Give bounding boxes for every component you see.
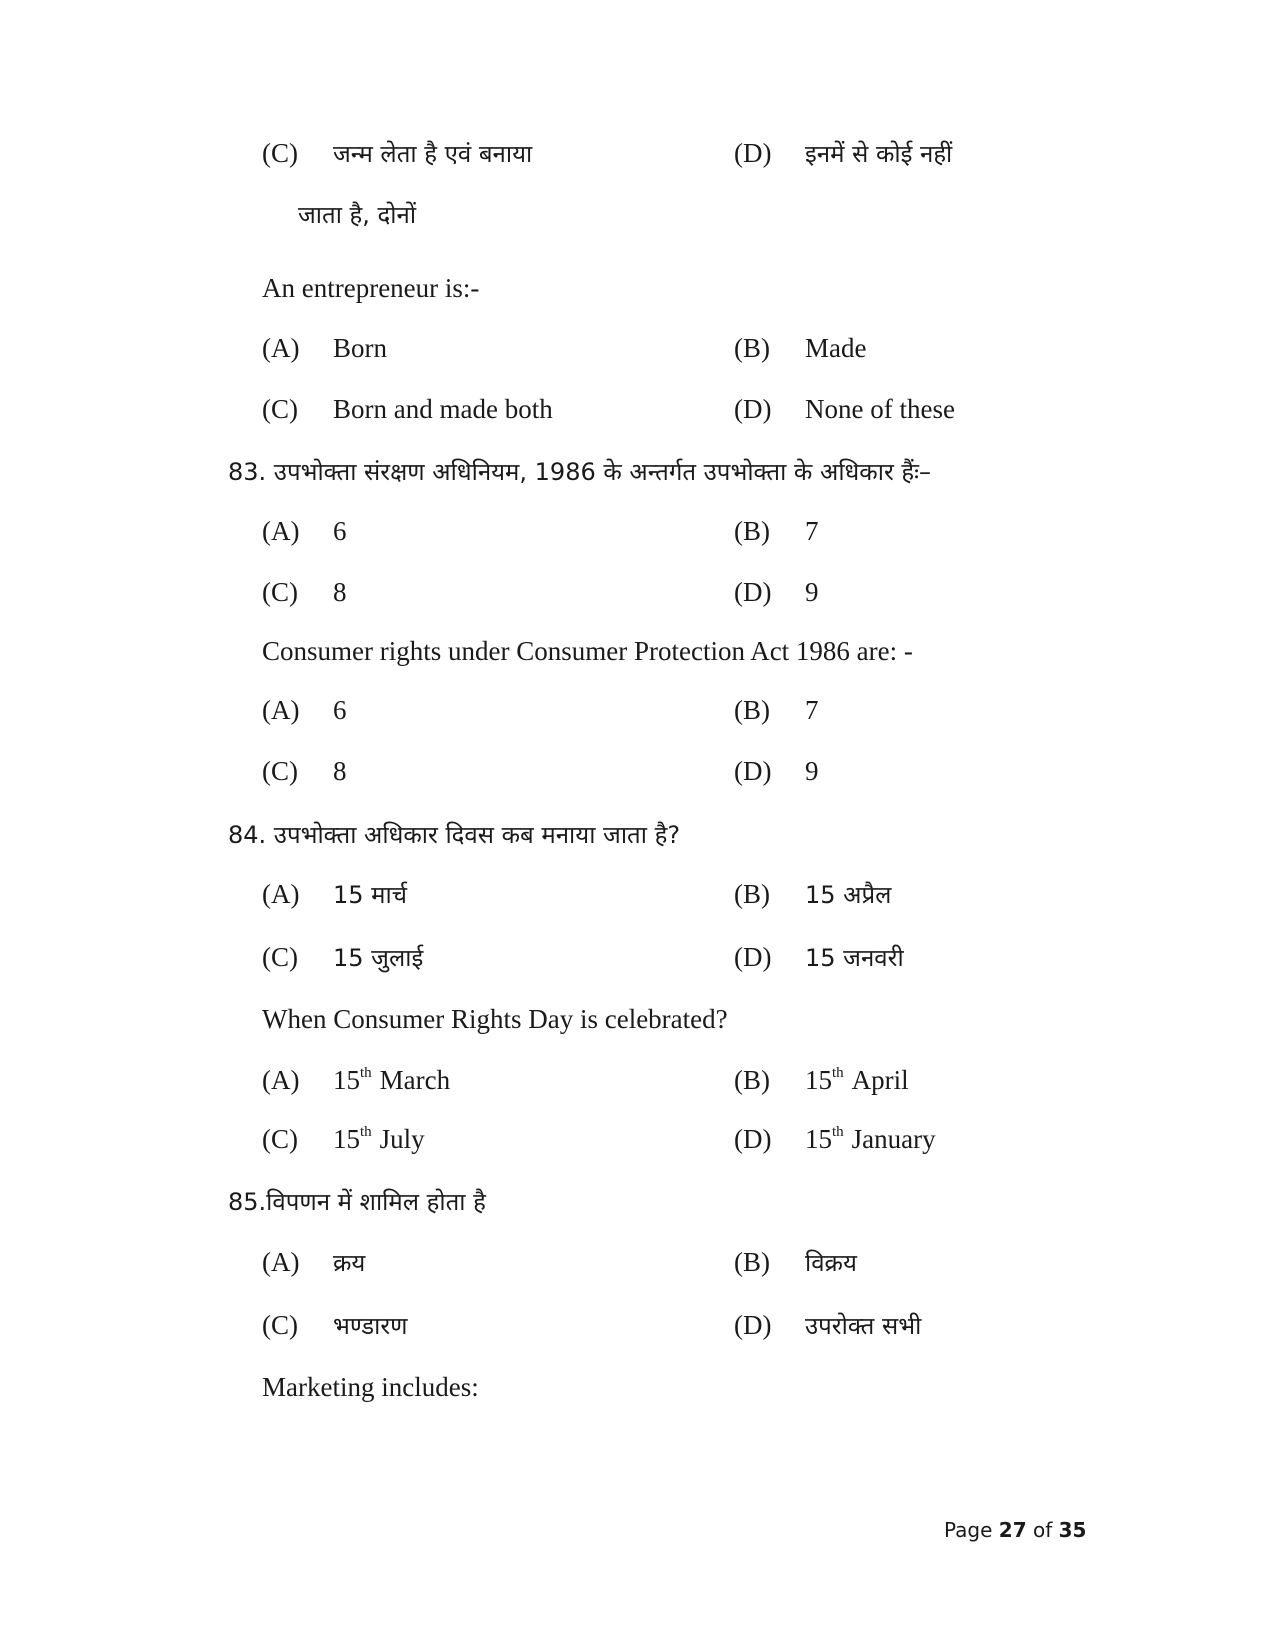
- ordinal-suffix: th: [360, 1124, 372, 1140]
- q82-english-option-d: [734, 392, 955, 426]
- q83-english-option-a: [262, 693, 347, 727]
- option-text: 6: [333, 695, 347, 725]
- q82-hindi-option-d: [734, 136, 952, 171]
- option-text: 7: [805, 516, 819, 546]
- option-label: (C): [262, 942, 298, 972]
- option-day-number: 15: [333, 1124, 360, 1154]
- option-text: Made: [805, 333, 867, 363]
- q82-english-option-a: [262, 331, 387, 365]
- q84-english-question: When Consumer Rights Day is celebrated?: [262, 1004, 728, 1034]
- option-label: (B): [734, 879, 770, 909]
- q82-hindi-option-c: [262, 136, 532, 171]
- option-label: (A): [262, 1247, 300, 1277]
- q85-english-question: Marketing includes:: [262, 1372, 479, 1402]
- option-day-number: 15: [805, 1124, 832, 1154]
- q85-hindi-question: 85.विपणन में शामिल होता है: [228, 1188, 486, 1216]
- option-text: Born: [333, 333, 387, 363]
- ordinal-suffix: th: [832, 1065, 844, 1081]
- option-text: 6: [333, 516, 347, 546]
- option-text: July: [379, 1124, 425, 1154]
- option-text: March: [379, 1065, 451, 1095]
- option-label: (C): [262, 1124, 298, 1154]
- q83-hindi-option-c: [262, 575, 347, 609]
- q83-hindi-option-b: [734, 514, 819, 548]
- option-text: उपरोक्त सभी: [805, 1312, 922, 1340]
- option-text: 15 जुलाई: [333, 944, 424, 972]
- q85-hindi-option-b: [734, 1245, 857, 1280]
- current-page: 27: [998, 1518, 1027, 1542]
- option-text: विक्रय: [805, 1249, 857, 1277]
- page-number: [944, 1517, 1086, 1543]
- option-text: 8: [333, 756, 347, 786]
- option-text: जन्म लेता है एवं बनाया: [333, 140, 533, 168]
- option-day-number: 15: [805, 1065, 832, 1095]
- option-label: (A): [262, 1065, 300, 1095]
- option-label: (D): [734, 1310, 772, 1340]
- q83-english-question: Consumer rights under Consumer Protection Act 1986 are: -: [262, 636, 913, 666]
- option-label: (B): [734, 333, 770, 363]
- option-text: भण्डारण: [333, 1312, 408, 1340]
- option-label: (B): [734, 1247, 770, 1277]
- option-label: (A): [262, 516, 300, 546]
- option-text: 9: [805, 756, 819, 786]
- option-day-number: 15: [333, 1065, 360, 1095]
- q83-hindi-question: 83. उपभोक्ता संरक्षण अधिनियम, 1986 के अन्तर्गत उपभोक्ता के अधिकार हैंः–: [228, 458, 931, 486]
- total-pages: 35: [1058, 1518, 1087, 1542]
- q83-hindi-option-d: [734, 575, 819, 609]
- q84-hindi-question: 84. उपभोक्ता अधिकार दिवस कब मनाया जाता है?: [228, 821, 681, 849]
- of-word: of: [1032, 1518, 1053, 1542]
- q84-english-option-b: [734, 1063, 909, 1097]
- option-label: (C): [262, 394, 298, 424]
- option-label: (D): [734, 394, 772, 424]
- option-text: 8: [333, 577, 347, 607]
- q83-english-option-d: [734, 754, 819, 788]
- page-word: Page: [944, 1518, 993, 1542]
- option-label: (B): [734, 516, 770, 546]
- option-label: (A): [262, 695, 300, 725]
- q83-english-option-b: [734, 693, 819, 727]
- option-text: इनमें से कोई नहीं: [805, 140, 953, 168]
- q84-english-option-a: [262, 1063, 450, 1097]
- ordinal-suffix: th: [360, 1065, 372, 1081]
- q85-hindi-option-c: [262, 1308, 408, 1343]
- option-text: 15 मार्च: [333, 881, 407, 909]
- option-text: क्रय: [333, 1249, 366, 1277]
- option-label: (C): [262, 1310, 298, 1340]
- option-label: (B): [734, 695, 770, 725]
- option-label: (B): [734, 1065, 770, 1095]
- option-text: 15 जनवरी: [805, 944, 904, 972]
- q84-hindi-option-b: [734, 877, 891, 912]
- q82-english-option-b: [734, 331, 866, 365]
- option-label: (D): [734, 577, 772, 607]
- q84-hindi-option-a: [262, 877, 407, 912]
- ordinal-suffix: th: [832, 1124, 844, 1140]
- option-label: (A): [262, 879, 300, 909]
- q83-hindi-option-a: [262, 514, 347, 548]
- option-text: 7: [805, 695, 819, 725]
- option-text: None of these: [805, 394, 955, 424]
- q85-hindi-option-d: [734, 1308, 921, 1343]
- q82-english-option-c: [262, 392, 553, 426]
- option-label: (D): [734, 1124, 772, 1154]
- option-text: Born and made both: [333, 394, 553, 424]
- option-label: (C): [262, 138, 298, 168]
- q84-english-option-d: [734, 1122, 936, 1156]
- option-text: January: [851, 1124, 936, 1154]
- option-label: (C): [262, 756, 298, 786]
- option-label: (C): [262, 577, 298, 607]
- q82-english-question: An entrepreneur is:-: [262, 273, 480, 303]
- option-label: (D): [734, 756, 772, 786]
- q84-hindi-option-d: [734, 940, 904, 975]
- option-label: (D): [734, 942, 772, 972]
- q82-hindi-option-c-continued: जाता है, दोनों: [298, 201, 417, 229]
- option-text: April: [851, 1065, 909, 1095]
- option-text: 9: [805, 577, 819, 607]
- option-label: (D): [734, 138, 772, 168]
- q84-hindi-option-c: [262, 940, 423, 975]
- q83-english-option-c: [262, 754, 347, 788]
- q85-hindi-option-a: [262, 1245, 365, 1280]
- option-label: (A): [262, 333, 300, 363]
- option-text: 15 अप्रैल: [805, 881, 892, 909]
- q84-english-option-c: [262, 1122, 425, 1156]
